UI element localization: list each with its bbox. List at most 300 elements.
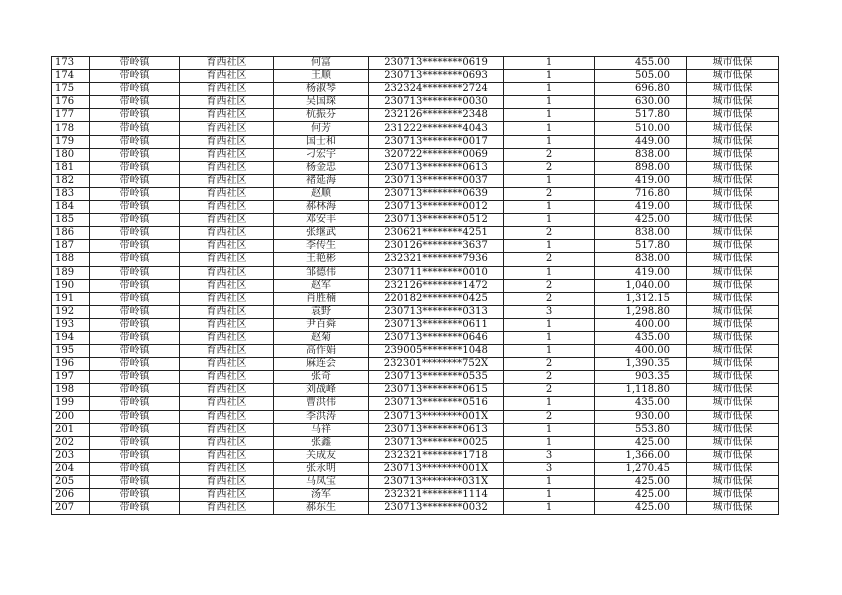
id-number-cell: 230713********0535 xyxy=(369,371,504,384)
table-row xyxy=(52,240,779,253)
household-count-cell: 1 xyxy=(504,96,595,109)
community-cell: 育西社区 xyxy=(180,358,274,371)
town-cell: 带岭镇 xyxy=(90,305,180,318)
community-cell: 育西社区 xyxy=(180,318,274,331)
amount-cell: 1,118.80 xyxy=(595,384,687,397)
id-number-cell: 320722********0069 xyxy=(369,148,504,161)
row-number: 203 xyxy=(52,449,90,462)
town-cell: 带岭镇 xyxy=(90,397,180,410)
id-number-cell: 232324********2724 xyxy=(369,83,504,96)
town-cell: 带岭镇 xyxy=(90,358,180,371)
id-number-cell: 230713********031X xyxy=(369,476,504,489)
id-number-cell: 230713********0693 xyxy=(369,70,504,83)
id-number-cell: 230713********0613 xyxy=(369,161,504,174)
table-row xyxy=(52,462,779,475)
assistance-type-cell: 城市低保 xyxy=(687,476,779,489)
household-count-cell: 1 xyxy=(504,266,595,279)
assistance-type-cell: 城市低保 xyxy=(687,266,779,279)
name-cell: 王顺 xyxy=(274,70,369,83)
name-cell: 李传生 xyxy=(274,240,369,253)
community-cell: 育西社区 xyxy=(180,109,274,122)
id-number-cell: 230713********0646 xyxy=(369,331,504,344)
table-row xyxy=(52,227,779,240)
household-count-cell: 1 xyxy=(504,201,595,214)
assistance-type-cell: 城市低保 xyxy=(687,397,779,410)
row-number: 173 xyxy=(52,57,90,70)
assistance-type-cell: 城市低保 xyxy=(687,305,779,318)
amount-cell: 553.80 xyxy=(595,423,687,436)
row-number: 199 xyxy=(52,397,90,410)
amount-cell: 400.00 xyxy=(595,318,687,331)
row-number: 182 xyxy=(52,174,90,187)
name-cell: 高作娟 xyxy=(274,345,369,358)
id-number-cell: 230713********0017 xyxy=(369,135,504,148)
id-number-cell: 232321********1114 xyxy=(369,489,504,502)
table-row xyxy=(52,83,779,96)
town-cell: 带岭镇 xyxy=(90,292,180,305)
amount-cell: 505.00 xyxy=(595,70,687,83)
community-cell: 育西社区 xyxy=(180,410,274,423)
name-cell: 何富 xyxy=(274,57,369,70)
name-cell: 刁宏宇 xyxy=(274,148,369,161)
community-cell: 育西社区 xyxy=(180,187,274,200)
name-cell: 张奇 xyxy=(274,371,369,384)
table-row xyxy=(52,161,779,174)
table-row xyxy=(52,57,779,70)
assistance-type-cell: 城市低保 xyxy=(687,318,779,331)
town-cell: 带岭镇 xyxy=(90,476,180,489)
household-count-cell: 1 xyxy=(504,109,595,122)
household-count-cell: 1 xyxy=(504,240,595,253)
name-cell: 邹德伟 xyxy=(274,266,369,279)
assistance-type-cell: 城市低保 xyxy=(687,423,779,436)
row-number: 189 xyxy=(52,266,90,279)
row-number: 198 xyxy=(52,384,90,397)
community-cell: 育西社区 xyxy=(180,148,274,161)
town-cell: 带岭镇 xyxy=(90,410,180,423)
amount-cell: 716.80 xyxy=(595,187,687,200)
community-cell: 育西社区 xyxy=(180,384,274,397)
id-number-cell: 230713********0012 xyxy=(369,201,504,214)
assistance-type-cell: 城市低保 xyxy=(687,122,779,135)
row-number: 186 xyxy=(52,227,90,240)
row-number: 175 xyxy=(52,83,90,96)
household-count-cell: 1 xyxy=(504,502,595,515)
town-cell: 带岭镇 xyxy=(90,462,180,475)
town-cell: 带岭镇 xyxy=(90,122,180,135)
table-row xyxy=(52,502,779,515)
row-number: 183 xyxy=(52,187,90,200)
household-count-cell: 1 xyxy=(504,345,595,358)
amount-cell: 449.00 xyxy=(595,135,687,148)
town-cell: 带岭镇 xyxy=(90,187,180,200)
id-number-cell: 232321********7936 xyxy=(369,253,504,266)
community-cell: 育西社区 xyxy=(180,201,274,214)
community-cell: 育西社区 xyxy=(180,122,274,135)
community-cell: 育西社区 xyxy=(180,96,274,109)
amount-cell: 838.00 xyxy=(595,253,687,266)
household-count-cell: 2 xyxy=(504,292,595,305)
town-cell: 带岭镇 xyxy=(90,83,180,96)
name-cell: 麻连会 xyxy=(274,358,369,371)
assistance-type-cell: 城市低保 xyxy=(687,214,779,227)
id-number-cell: 230621********4251 xyxy=(369,227,504,240)
row-number: 187 xyxy=(52,240,90,253)
row-number: 188 xyxy=(52,253,90,266)
community-cell: 育西社区 xyxy=(180,489,274,502)
table-row xyxy=(52,436,779,449)
id-number-cell: 230711********0010 xyxy=(369,266,504,279)
name-cell: 何芳 xyxy=(274,122,369,135)
town-cell: 带岭镇 xyxy=(90,384,180,397)
town-cell: 带岭镇 xyxy=(90,345,180,358)
amount-cell: 425.00 xyxy=(595,502,687,515)
name-cell: 杨金忠 xyxy=(274,161,369,174)
community-cell: 育西社区 xyxy=(180,423,274,436)
name-cell: 张继武 xyxy=(274,227,369,240)
assistance-type-cell: 城市低保 xyxy=(687,201,779,214)
assistance-type-cell: 城市低保 xyxy=(687,187,779,200)
amount-cell: 425.00 xyxy=(595,489,687,502)
table-body xyxy=(52,57,779,515)
assistance-type-cell: 城市低保 xyxy=(687,109,779,122)
row-number: 197 xyxy=(52,371,90,384)
id-number-cell: 230713********0030 xyxy=(369,96,504,109)
household-count-cell: 1 xyxy=(504,423,595,436)
amount-cell: 517.80 xyxy=(595,109,687,122)
community-cell: 育西社区 xyxy=(180,345,274,358)
name-cell: 赵军 xyxy=(274,279,369,292)
household-count-cell: 2 xyxy=(504,227,595,240)
community-cell: 育西社区 xyxy=(180,279,274,292)
table-row xyxy=(52,187,779,200)
id-number-cell: 232301********752X xyxy=(369,358,504,371)
row-number: 191 xyxy=(52,292,90,305)
community-cell: 育西社区 xyxy=(180,70,274,83)
name-cell: 刘战峰 xyxy=(274,384,369,397)
table-row xyxy=(52,397,779,410)
name-cell: 汤军 xyxy=(274,489,369,502)
id-number-cell: 230713********0025 xyxy=(369,436,504,449)
table-row xyxy=(52,148,779,161)
town-cell: 带岭镇 xyxy=(90,436,180,449)
assistance-type-cell: 城市低保 xyxy=(687,135,779,148)
household-count-cell: 1 xyxy=(504,214,595,227)
community-cell: 育西社区 xyxy=(180,292,274,305)
household-count-cell: 2 xyxy=(504,161,595,174)
row-number: 192 xyxy=(52,305,90,318)
amount-cell: 425.00 xyxy=(595,214,687,227)
household-count-cell: 2 xyxy=(504,187,595,200)
town-cell: 带岭镇 xyxy=(90,240,180,253)
table-row xyxy=(52,109,779,122)
household-count-cell: 1 xyxy=(504,436,595,449)
town-cell: 带岭镇 xyxy=(90,266,180,279)
id-number-cell: 230713********0032 xyxy=(369,502,504,515)
town-cell: 带岭镇 xyxy=(90,253,180,266)
id-number-cell: 232321********1718 xyxy=(369,449,504,462)
name-cell: 肖胜楠 xyxy=(274,292,369,305)
row-number: 180 xyxy=(52,148,90,161)
row-number: 206 xyxy=(52,489,90,502)
row-number: 193 xyxy=(52,318,90,331)
amount-cell: 419.00 xyxy=(595,266,687,279)
amount-cell: 419.00 xyxy=(595,174,687,187)
household-count-cell: 1 xyxy=(504,489,595,502)
community-cell: 育西社区 xyxy=(180,240,274,253)
assistance-type-cell: 城市低保 xyxy=(687,240,779,253)
table-row xyxy=(52,292,779,305)
household-count-cell: 2 xyxy=(504,384,595,397)
table-row xyxy=(52,253,779,266)
id-number-cell: 231222********4043 xyxy=(369,122,504,135)
name-cell: 杨淑琴 xyxy=(274,83,369,96)
table-row xyxy=(52,96,779,109)
household-count-cell: 2 xyxy=(504,371,595,384)
community-cell: 育西社区 xyxy=(180,462,274,475)
town-cell: 带岭镇 xyxy=(90,201,180,214)
assistance-type-cell: 城市低保 xyxy=(687,358,779,371)
assistance-type-cell: 城市低保 xyxy=(687,174,779,187)
household-count-cell: 3 xyxy=(504,449,595,462)
household-count-cell: 3 xyxy=(504,305,595,318)
table-row xyxy=(52,174,779,187)
amount-cell: 1,390.35 xyxy=(595,358,687,371)
name-cell: 邓安丰 xyxy=(274,214,369,227)
id-number-cell: 232126********1472 xyxy=(369,279,504,292)
name-cell: 尹百舜 xyxy=(274,318,369,331)
row-number: 204 xyxy=(52,462,90,475)
row-number: 176 xyxy=(52,96,90,109)
name-cell: 王艳彬 xyxy=(274,253,369,266)
row-number: 194 xyxy=(52,331,90,344)
community-cell: 育西社区 xyxy=(180,397,274,410)
assistance-type-cell: 城市低保 xyxy=(687,70,779,83)
amount-cell: 630.00 xyxy=(595,96,687,109)
row-number: 195 xyxy=(52,345,90,358)
amount-cell: 930.00 xyxy=(595,410,687,423)
id-number-cell: 230713********0037 xyxy=(369,174,504,187)
town-cell: 带岭镇 xyxy=(90,371,180,384)
table-row xyxy=(52,410,779,423)
name-cell: 赵顺 xyxy=(274,187,369,200)
table-row xyxy=(52,318,779,331)
table-row xyxy=(52,345,779,358)
row-number: 202 xyxy=(52,436,90,449)
community-cell: 育西社区 xyxy=(180,214,274,227)
row-number: 207 xyxy=(52,502,90,515)
id-number-cell: 230713********0619 xyxy=(369,57,504,70)
amount-cell: 1,270.45 xyxy=(595,462,687,475)
amount-cell: 435.00 xyxy=(595,397,687,410)
assistance-type-cell: 城市低保 xyxy=(687,161,779,174)
assistance-type-cell: 城市低保 xyxy=(687,371,779,384)
town-cell: 带岭镇 xyxy=(90,227,180,240)
town-cell: 带岭镇 xyxy=(90,135,180,148)
table-row xyxy=(52,201,779,214)
row-number: 200 xyxy=(52,410,90,423)
row-number: 201 xyxy=(52,423,90,436)
household-count-cell: 2 xyxy=(504,410,595,423)
household-count-cell: 1 xyxy=(504,318,595,331)
community-cell: 育西社区 xyxy=(180,253,274,266)
amount-cell: 425.00 xyxy=(595,436,687,449)
table-row xyxy=(52,214,779,227)
assistance-type-cell: 城市低保 xyxy=(687,331,779,344)
amount-cell: 838.00 xyxy=(595,148,687,161)
row-number: 185 xyxy=(52,214,90,227)
name-cell: 赵菊 xyxy=(274,331,369,344)
town-cell: 带岭镇 xyxy=(90,449,180,462)
name-cell: 曹洪伟 xyxy=(274,397,369,410)
community-cell: 育西社区 xyxy=(180,161,274,174)
household-count-cell: 2 xyxy=(504,358,595,371)
table-row xyxy=(52,331,779,344)
household-count-cell: 1 xyxy=(504,174,595,187)
name-cell: 马凤宝 xyxy=(274,476,369,489)
assistance-type-cell: 城市低保 xyxy=(687,345,779,358)
row-number: 177 xyxy=(52,109,90,122)
assistance-type-cell: 城市低保 xyxy=(687,279,779,292)
amount-cell: 1,312.15 xyxy=(595,292,687,305)
table-row xyxy=(52,358,779,371)
amount-cell: 1,040.00 xyxy=(595,279,687,292)
table-row xyxy=(52,449,779,462)
table-row xyxy=(52,371,779,384)
table-row xyxy=(52,70,779,83)
id-number-cell: 230713********001X xyxy=(369,410,504,423)
household-count-cell: 3 xyxy=(504,462,595,475)
assistance-type-cell: 城市低保 xyxy=(687,462,779,475)
name-cell: 张永明 xyxy=(274,462,369,475)
row-number: 184 xyxy=(52,201,90,214)
household-count-cell: 1 xyxy=(504,57,595,70)
id-number-cell: 232126********2348 xyxy=(369,109,504,122)
community-cell: 育西社区 xyxy=(180,371,274,384)
row-number: 205 xyxy=(52,476,90,489)
amount-cell: 903.35 xyxy=(595,371,687,384)
town-cell: 带岭镇 xyxy=(90,331,180,344)
amount-cell: 510.00 xyxy=(595,122,687,135)
name-cell: 李洪涛 xyxy=(274,410,369,423)
id-number-cell: 230713********0615 xyxy=(369,384,504,397)
community-cell: 育西社区 xyxy=(180,436,274,449)
assistance-type-cell: 城市低保 xyxy=(687,502,779,515)
id-number-cell: 230713********0313 xyxy=(369,305,504,318)
household-count-cell: 1 xyxy=(504,122,595,135)
household-count-cell: 1 xyxy=(504,476,595,489)
town-cell: 带岭镇 xyxy=(90,148,180,161)
amount-cell: 419.00 xyxy=(595,201,687,214)
table-row xyxy=(52,476,779,489)
community-cell: 育西社区 xyxy=(180,449,274,462)
community-cell: 育西社区 xyxy=(180,305,274,318)
assistance-type-cell: 城市低保 xyxy=(687,489,779,502)
town-cell: 带岭镇 xyxy=(90,279,180,292)
id-number-cell: 220182********0425 xyxy=(369,292,504,305)
assistance-type-cell: 城市低保 xyxy=(687,253,779,266)
name-cell: 褚延海 xyxy=(274,174,369,187)
row-number: 196 xyxy=(52,358,90,371)
name-cell: 郝东生 xyxy=(274,502,369,515)
row-number: 174 xyxy=(52,70,90,83)
table-row xyxy=(52,384,779,397)
community-cell: 育西社区 xyxy=(180,57,274,70)
household-count-cell: 1 xyxy=(504,331,595,344)
amount-cell: 400.00 xyxy=(595,345,687,358)
assistance-type-cell: 城市低保 xyxy=(687,410,779,423)
town-cell: 带岭镇 xyxy=(90,214,180,227)
amount-cell: 838.00 xyxy=(595,227,687,240)
table-row xyxy=(52,122,779,135)
town-cell: 带岭镇 xyxy=(90,109,180,122)
name-cell: 关成友 xyxy=(274,449,369,462)
table-row xyxy=(52,489,779,502)
town-cell: 带岭镇 xyxy=(90,70,180,83)
community-cell: 育西社区 xyxy=(180,476,274,489)
amount-cell: 435.00 xyxy=(595,331,687,344)
town-cell: 带岭镇 xyxy=(90,161,180,174)
assistance-type-cell: 城市低保 xyxy=(687,449,779,462)
id-number-cell: 230713********0512 xyxy=(369,214,504,227)
row-number: 190 xyxy=(52,279,90,292)
name-cell: 袁野 xyxy=(274,305,369,318)
household-count-cell: 2 xyxy=(504,253,595,266)
household-count-cell: 2 xyxy=(504,148,595,161)
town-cell: 带岭镇 xyxy=(90,57,180,70)
amount-cell: 455.00 xyxy=(595,57,687,70)
town-cell: 带岭镇 xyxy=(90,502,180,515)
name-cell: 张鑫 xyxy=(274,436,369,449)
name-cell: 国士和 xyxy=(274,135,369,148)
name-cell: 杭振芬 xyxy=(274,109,369,122)
assistance-type-cell: 城市低保 xyxy=(687,57,779,70)
community-cell: 育西社区 xyxy=(180,174,274,187)
id-number-cell: 230713********0613 xyxy=(369,423,504,436)
community-cell: 育西社区 xyxy=(180,227,274,240)
table-row xyxy=(52,305,779,318)
town-cell: 带岭镇 xyxy=(90,318,180,331)
assistance-type-cell: 城市低保 xyxy=(687,227,779,240)
id-number-cell: 230713********0639 xyxy=(369,187,504,200)
community-cell: 育西社区 xyxy=(180,83,274,96)
amount-cell: 517.80 xyxy=(595,240,687,253)
amount-cell: 1,366.00 xyxy=(595,449,687,462)
town-cell: 带岭镇 xyxy=(90,96,180,109)
amount-cell: 1,298.80 xyxy=(595,305,687,318)
table-row xyxy=(52,135,779,148)
name-cell: 马祥 xyxy=(274,423,369,436)
household-count-cell: 1 xyxy=(504,70,595,83)
row-number: 181 xyxy=(52,161,90,174)
town-cell: 带岭镇 xyxy=(90,174,180,187)
name-cell: 吴国琛 xyxy=(274,96,369,109)
town-cell: 带岭镇 xyxy=(90,489,180,502)
id-number-cell: 239005********1048 xyxy=(369,345,504,358)
table-row xyxy=(52,279,779,292)
town-cell: 带岭镇 xyxy=(90,423,180,436)
amount-cell: 425.00 xyxy=(595,476,687,489)
row-number: 179 xyxy=(52,135,90,148)
community-cell: 育西社区 xyxy=(180,135,274,148)
assistance-type-cell: 城市低保 xyxy=(687,148,779,161)
community-cell: 育西社区 xyxy=(180,502,274,515)
assistance-type-cell: 城市低保 xyxy=(687,96,779,109)
id-number-cell: 230713********0516 xyxy=(369,397,504,410)
relief-roster-sheet xyxy=(51,56,778,515)
community-cell: 育西社区 xyxy=(180,266,274,279)
relief-roster-table xyxy=(51,56,779,515)
